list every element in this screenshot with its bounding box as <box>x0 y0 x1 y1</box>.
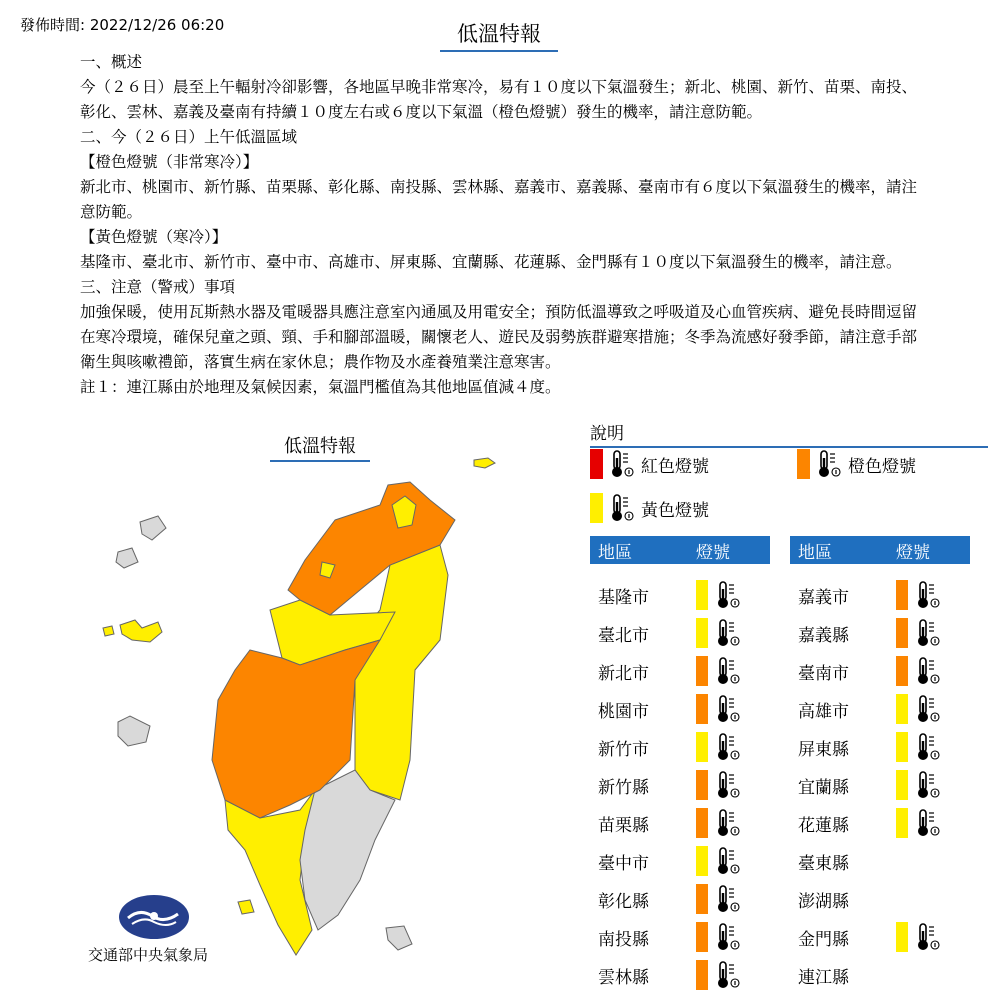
orange-signal-swatch <box>896 656 908 686</box>
thermometer-icon <box>715 617 741 649</box>
table-row <box>790 690 970 728</box>
thermometer-icon <box>715 693 741 725</box>
region-name: 臺北市 <box>598 625 649 646</box>
orange-title: 【橙色燈號（非常寒冷）】 <box>80 153 259 171</box>
table-row <box>590 690 770 728</box>
region-name: 高雄市 <box>798 701 849 722</box>
legend-heading: 說明 <box>590 419 988 448</box>
region-name: 臺東縣 <box>798 853 849 874</box>
region-table-left <box>590 536 770 994</box>
orange-signal-swatch <box>696 922 708 952</box>
region-name: 連江縣 <box>798 967 849 988</box>
thermometer-icon <box>715 883 741 915</box>
table-row <box>790 842 970 880</box>
region-name: 澎湖縣 <box>798 891 849 912</box>
agency-name: 交通部中央氣象局 <box>88 946 209 964</box>
table-row <box>590 652 770 690</box>
region-name: 彰化縣 <box>598 891 649 912</box>
penghu-3 <box>118 716 150 746</box>
thermometer-icon <box>609 492 635 524</box>
green-island <box>386 926 412 950</box>
orange-signal-swatch <box>696 960 708 990</box>
region-name: 新竹縣 <box>598 777 649 798</box>
yellow-signal-swatch <box>696 846 708 876</box>
small-liuqiu <box>238 900 254 914</box>
bulletin-text <box>80 50 930 400</box>
thermometer-icon <box>715 959 741 991</box>
region-name: 嘉義縣 <box>798 625 849 646</box>
section1-title: 一、概述 <box>80 53 143 71</box>
yellow-signal-swatch <box>896 922 908 952</box>
table-row <box>590 766 770 804</box>
table-row <box>590 804 770 842</box>
table-row <box>790 652 970 690</box>
thermometer-icon <box>915 731 941 763</box>
region-name: 花蓮縣 <box>798 815 849 836</box>
table-row <box>590 880 770 918</box>
thermometer-icon <box>915 769 941 801</box>
region-name: 宜蘭縣 <box>798 777 849 798</box>
section1-body: 今（２６日）晨至上午輻射冷卻影響，各地區早晚非常寒冷，易有１０度以下氣溫發生；新北、桃園、新竹、苗栗、南投、彰化、雲林、嘉義及臺南有持續１０度左右或６度以下氣溫（橙色燈號）發生的機率，請注意防範。 <box>80 78 918 121</box>
table-row <box>790 728 970 766</box>
red-swatch <box>590 449 603 479</box>
yellow-title: 【黃色燈號（寒冷）】 <box>80 228 228 246</box>
legend-red: 紅色燈號 <box>590 447 709 481</box>
penghu-2 <box>116 548 138 568</box>
legend-orange: 橙色燈號 <box>797 447 916 481</box>
taiwan-map <box>95 450 505 960</box>
region-name: 桃園市 <box>598 701 649 722</box>
thermometer-icon <box>915 807 941 839</box>
region-name: 臺南市 <box>798 663 849 684</box>
table-row <box>790 956 970 994</box>
region-name: 苗栗縣 <box>598 815 649 836</box>
thermometer-icon <box>715 921 741 953</box>
table-row <box>790 614 970 652</box>
matsu-island <box>474 458 495 468</box>
region-name: 基隆市 <box>598 587 649 608</box>
region-name: 金門縣 <box>798 929 849 950</box>
thermometer-icon <box>915 655 941 687</box>
section3-title: 三、注意（警戒）事項 <box>80 278 236 296</box>
yellow-signal-swatch <box>896 732 908 762</box>
table-row <box>590 918 770 956</box>
table-row <box>590 614 770 652</box>
yellow-swatch <box>590 493 603 523</box>
orange-body: 新北市、桃園市、新竹縣、苗栗縣、彰化縣、南投縣、雲林縣、嘉義市、嘉義縣、臺南市有６度以下氣溫發生的機率，請注意防範。 <box>80 178 918 221</box>
orange-swatch <box>797 449 810 479</box>
region-name: 嘉義市 <box>798 587 849 608</box>
table-row <box>590 842 770 880</box>
orange-signal-swatch <box>896 618 908 648</box>
kinmen-island <box>120 620 162 642</box>
thermometer-icon <box>915 693 941 725</box>
orange-signal-swatch <box>696 770 708 800</box>
table-row <box>790 880 970 918</box>
cwb-logo-icon <box>118 894 190 940</box>
thermometer-icon <box>915 579 941 611</box>
region-name: 南投縣 <box>598 929 649 950</box>
yellow-signal-swatch <box>696 618 708 648</box>
kinmen-small <box>103 626 114 636</box>
thermometer-icon <box>715 845 741 877</box>
region-name: 屏東縣 <box>798 739 849 760</box>
thermometer-icon <box>609 448 635 480</box>
legend-yellow: 黃色燈號 <box>590 491 709 525</box>
region-gray-taitung <box>300 770 395 930</box>
table-row <box>590 576 770 614</box>
section2-title: 二、今（２６日）上午低溫區域 <box>80 128 298 146</box>
yellow-signal-swatch <box>896 694 908 724</box>
note: 註１：連江縣由於地理及氣候因素，氣溫門檻值為其他地區值減４度。 <box>80 378 561 396</box>
yellow-signal-swatch <box>896 770 908 800</box>
yellow-signal-swatch <box>696 732 708 762</box>
table-row <box>790 576 970 614</box>
table-row <box>790 804 970 842</box>
orange-signal-swatch <box>696 694 708 724</box>
region-name: 新竹市 <box>598 739 649 760</box>
table-row <box>590 728 770 766</box>
orange-signal-swatch <box>696 884 708 914</box>
section3-body: 加強保暖，使用瓦斯熱水器及電暖器具應注意室內通風及用電安全；預防低溫導致之呼吸道及心血管疾病、避免長時間逗留在寒冷環境，確保兒童之頭、頸、手和腳部溫暖，關懷老人、遊民及弱勢族群避寒措施；冬季為流感好發季節，請注意手部衛生與咳嗽禮節，落實生病在家休息；農作物及水產養殖業注意寒害。 <box>80 303 918 371</box>
table-row <box>590 956 770 994</box>
table-row <box>790 918 970 956</box>
table-row <box>790 766 970 804</box>
page-title: 低溫特報 <box>440 18 558 52</box>
orange-signal-swatch <box>696 656 708 686</box>
thermometer-icon <box>915 617 941 649</box>
yellow-signal-swatch <box>696 580 708 610</box>
orange-signal-swatch <box>696 808 708 838</box>
thermometer-icon <box>816 448 842 480</box>
penghu-1 <box>140 516 166 540</box>
thermometer-icon <box>715 769 741 801</box>
thermometer-icon <box>915 921 941 953</box>
orange-signal-swatch <box>896 580 908 610</box>
thermometer-icon <box>715 655 741 687</box>
table-header: 地區 燈號 <box>590 536 770 564</box>
map-title: 低溫特報 <box>270 432 370 462</box>
region-yellow-east <box>355 545 448 800</box>
thermometer-icon <box>715 579 741 611</box>
thermometer-icon <box>715 807 741 839</box>
region-table-right <box>790 536 970 994</box>
yellow-body: 基隆市、臺北市、新竹市、臺中市、高雄市、屏東縣、宜蘭縣、花蓮縣、金門縣有１０度以下氣溫發生的機率，請注意。 <box>80 253 902 271</box>
region-name: 臺中市 <box>598 853 649 874</box>
table-header: 地區 燈號 <box>790 536 970 564</box>
thermometer-icon <box>715 731 741 763</box>
region-name: 新北市 <box>598 663 649 684</box>
yellow-signal-swatch <box>896 808 908 838</box>
region-name: 雲林縣 <box>598 967 649 988</box>
issue-time: 發佈時間: 2022/12/26 06:20 <box>20 16 225 34</box>
